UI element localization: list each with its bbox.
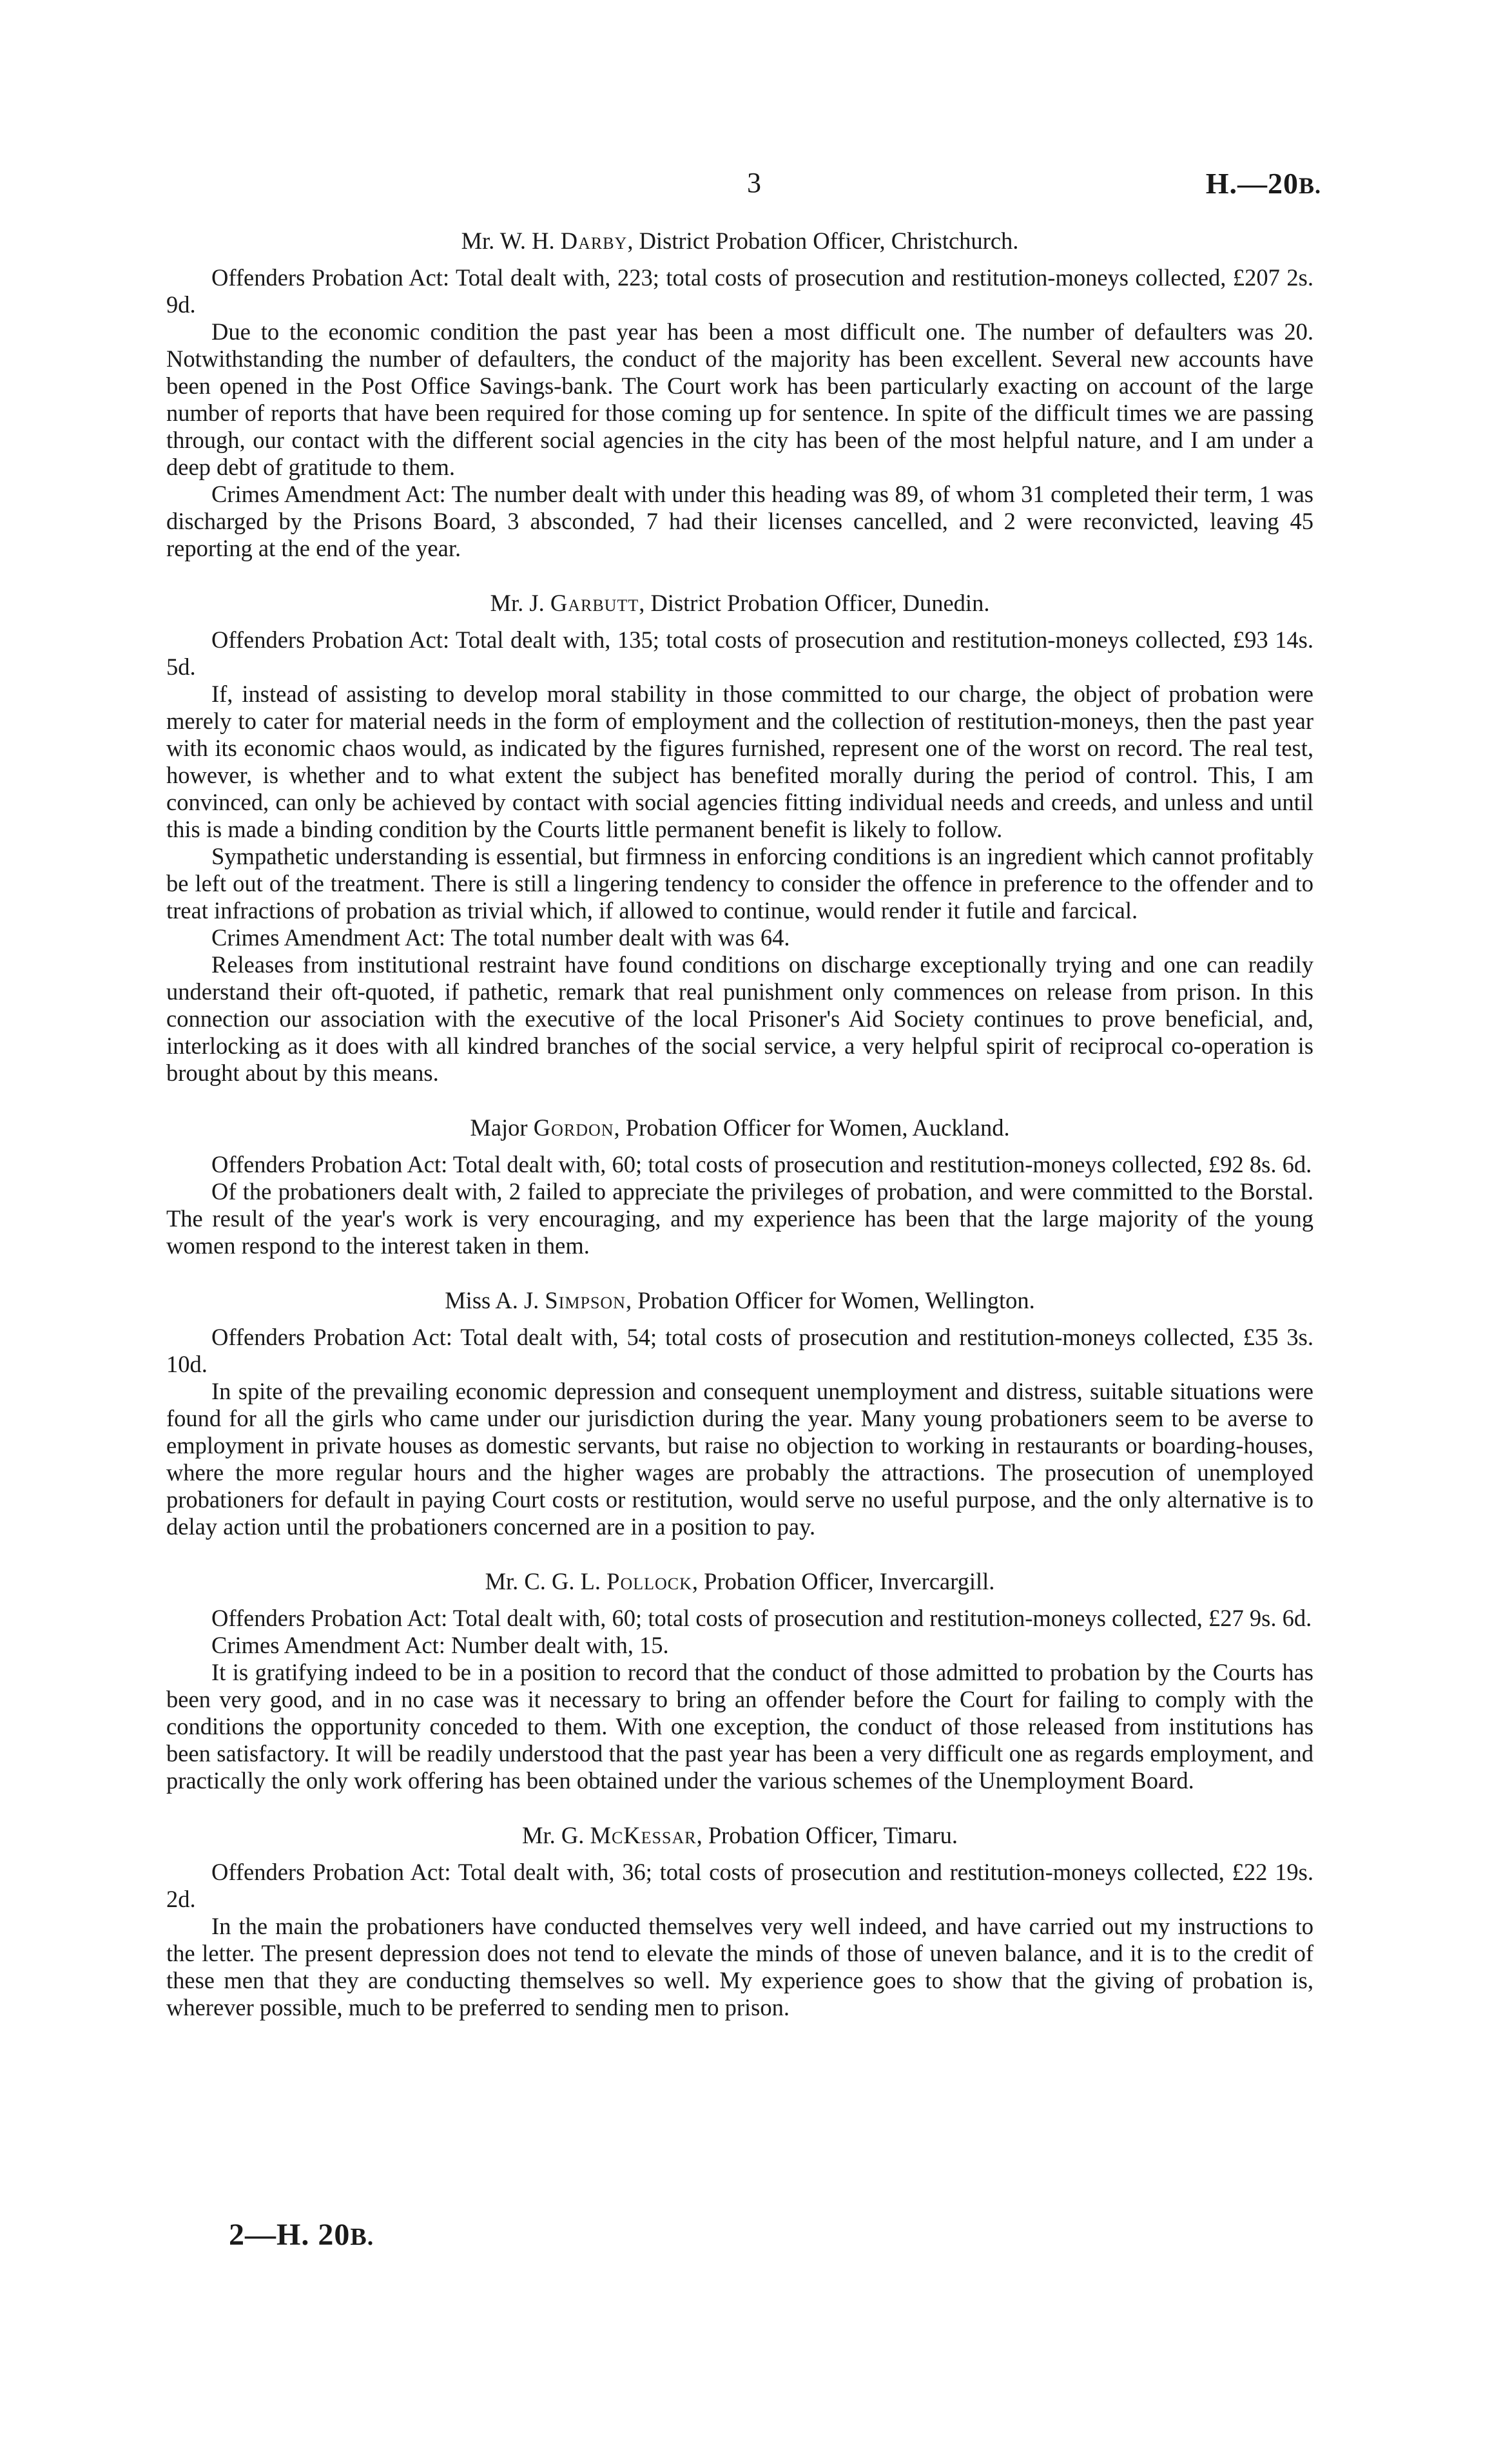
officer-heading [166, 1286, 1313, 1315]
report-body [166, 227, 1313, 2048]
officer-position: , District Probation Officer, Dunedin. [639, 590, 990, 616]
report-paragraph: Offenders Probation Act: Total dealt with, 135; total costs of prosecution and restitution-moneys collected, £93 14s. 5d. [166, 626, 1313, 680]
officer-position: , Probation Officer, Timaru. [696, 1822, 958, 1848]
officer-surname: Pollock [606, 1568, 692, 1594]
officer-surname: Gordon [533, 1114, 614, 1141]
officer-report-section [166, 1286, 1313, 1540]
officer-position: , Probation Officer for Women, Wellington. [625, 1287, 1035, 1313]
officer-heading [166, 1821, 1313, 1850]
officer-title: Miss A. J. [445, 1287, 539, 1313]
officer-surname: Garbutt [550, 590, 639, 616]
report-paragraph: Crimes Amendment Act: The total number dealt with was 64. [211, 924, 790, 951]
document-code-suffix: B. [1298, 173, 1321, 199]
signature-mark [229, 2217, 374, 2253]
report-paragraph: Offenders Probation Act: Total dealt with, 60; total costs of prosecution and restitution-moneys collected, £27 9s. 6d. [211, 1605, 1312, 1631]
officer-title: Mr. C. G. L. [485, 1568, 601, 1594]
officer-report-section [166, 589, 1313, 1087]
report-paragraph: Offenders Probation Act: Total dealt with, 60; total costs of prosecution and restitution-moneys collected, £92 8s. 6d. [211, 1151, 1312, 1177]
report-paragraph: Crimes Amendment Act: The number dealt with under this heading was 89, of whom 31 completed their term, 1 was discharged by the Prisons Board, 3 absconded, 7 had their licenses cancelled, and 2 were reconvicted, leaving 45 reporting at the end of the year. [166, 481, 1313, 561]
signature-suffix: B. [350, 2224, 374, 2251]
document-code [1206, 166, 1321, 200]
officer-position: , Probation Officer, Invercargill. [692, 1568, 995, 1594]
page-number: 3 [747, 167, 761, 199]
report-paragraph: Sympathetic understanding is essential, but firmness in enforcing conditions is an ingredient which cannot profitably be left out of the treatment. There is still a lingering tendency to consider the offence in preference to the offender and to treat infractions of probation as trivial which, if allowed to continue, would render it futile and farcical. [166, 843, 1313, 924]
report-paragraph: Due to the economic condition the past year has been a most difficult one. The number of defaulters was 20. Notwithstanding the number of defaulters, the conduct of the majority has been excellent. Several new accounts have been opened in the Post Office Savings-bank. The Court work has been particularly exacting on account of the large number of reports that have been required for those coming up for sentence. In spite of the difficult times we are passing through, our contact with the different social agencies in the city has been of the most helpful nature, and I am under a deep debt of gratitude to them. [166, 318, 1313, 480]
document-code-prefix: H.—20 [1205, 167, 1299, 200]
officer-heading [166, 1114, 1313, 1142]
officer-report-section [166, 1114, 1313, 1259]
officer-surname: Darby [560, 228, 628, 254]
report-paragraph: Of the probationers dealt with, 2 failed to appreciate the privileges of probation, and were committed to the Borstal. The result of the year's work is very encouraging, and my experience has been that the large majority of the young women respond to the interest taken in them. [166, 1178, 1313, 1259]
report-paragraph: Crimes Amendment Act: Number dealt with, 15. [211, 1632, 669, 1658]
officer-report-section [166, 227, 1313, 562]
report-paragraph: Releases from institutional restraint have found conditions on discharge exceptionally trying and one can readily understand their oft-quoted, if pathetic, remark that real punishment only commences on release from prison. In this connection our association with the executive of the local Prisoner's Aid Society continues to prove beneficial, and, interlocking as it does with all kindred branches of the social service, a very helpful spirit of reciprocal co-operation is brought about by this means. [166, 951, 1313, 1086]
officer-surname: Simpson [545, 1287, 626, 1313]
officer-position: , District Probation Officer, Christchurch. [627, 228, 1019, 254]
officer-report-section [166, 1567, 1313, 1794]
report-paragraph: It is gratifying indeed to be in a position to record that the conduct of those admitted to probation by the Courts has been very good, and in no case was it necessary to bring an offender before the Court for failing to comply with the conditions the opportunity conceded to them. With one exception, the conduct of those released from institutions has been satisfactory. It will be readily understood that the past year has been a very difficult one as regards employment, and practically the only work offering has been obtained under the various schemes of the Unemployment Board. [166, 1659, 1313, 1794]
officer-report-section [166, 1821, 1313, 2021]
officer-surname: McKessar [590, 1822, 697, 1848]
officer-heading [166, 589, 1313, 617]
officer-heading [166, 227, 1313, 255]
report-paragraph: Offenders Probation Act: Total dealt with, 36; total costs of prosecution and restitution-moneys collected, £22 19s. 2d. [166, 1859, 1313, 1912]
officer-title: Mr. G. [522, 1822, 585, 1848]
signature-prefix: 2—H. 20 [229, 2218, 351, 2252]
report-paragraph: In spite of the prevailing economic depression and consequent unemployment and distress, suitable situations were found for all the girls who came under our jurisdiction during the year. Many young probationers seem to be averse to employment in private houses as domestic servants, but raise no objection to working in restaurants or boarding-houses, where the more regular hours and the higher wages are probably the attractions. The prosecution of unemployed probationers for default in paying Court costs or restitution, would serve no useful purpose, and the only alternative is to delay action until the probationers concerned are in a position to pay. [166, 1378, 1313, 1540]
officer-position: , Probation Officer for Women, Auckland. [614, 1114, 1010, 1141]
officer-title: Mr. W. H. [461, 228, 555, 254]
report-paragraph: Offenders Probation Act: Total dealt with, 54; total costs of prosecution and restitution-moneys collected, £35 3s. 10d. [166, 1324, 1313, 1377]
report-paragraph: Offenders Probation Act: Total dealt with, 223; total costs of prosecution and restitution-moneys collected, £207 2s. 9d. [166, 264, 1313, 318]
officer-title: Major [470, 1114, 528, 1141]
report-paragraph: If, instead of assisting to develop moral stability in those committed to our charge, the object of probation were merely to cater for material needs in the form of employment and the collection of restitution-moneys, then the past year with its economic chaos would, as indicated by the figures furnished, represent one of the worst on record. The real test, however, is whether and to what extent the subject has benefited morally during the period of control. This, I am convinced, can only be achieved by contact with social agencies fitting individual needs and creeds, and unless and until this is made a binding condition by the Courts little permanent benefit is likely to follow. [166, 681, 1313, 842]
officer-title: Mr. J. [490, 590, 545, 616]
report-paragraph: In the main the probationers have conducted themselves very well indeed, and have carried out my instructions to the letter. The present depression does not tend to elevate the minds of those of uneven balance, and it is to the credit of these men that they are conducting themselves so well. My experience goes to show that the giving of probation is, wherever possible, much to be preferred to sending men to prison. [166, 1913, 1313, 2020]
officer-heading [166, 1567, 1313, 1596]
